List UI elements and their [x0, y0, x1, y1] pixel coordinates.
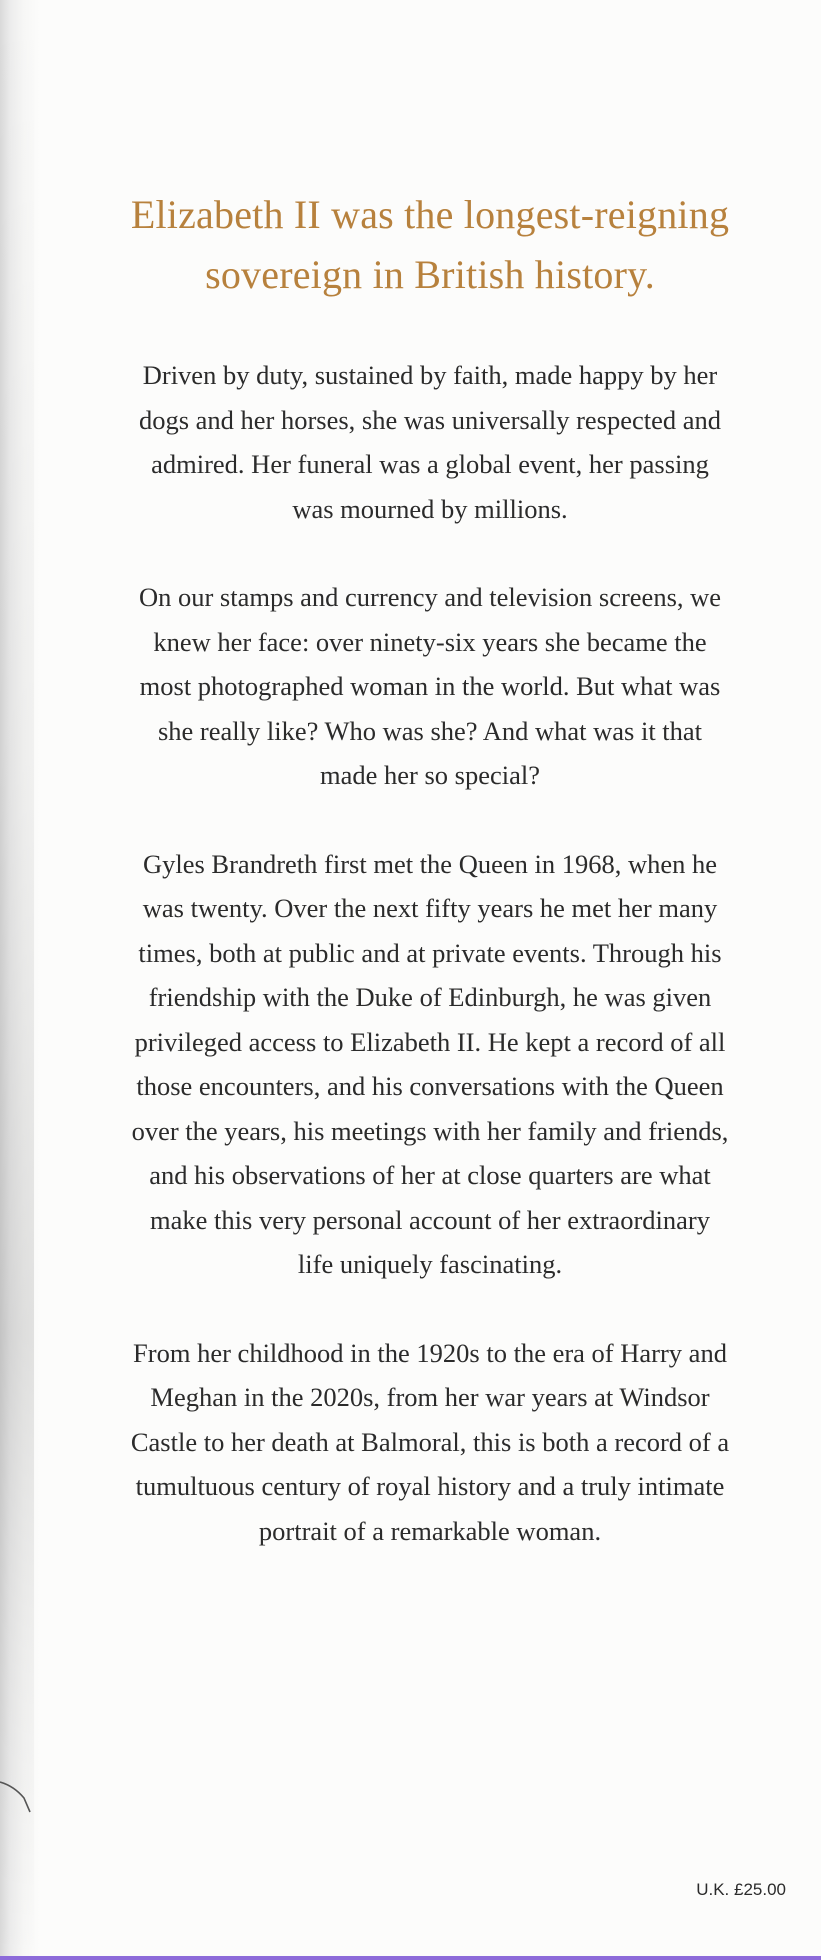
blurb-paragraph-2: On our stamps and currency and television screens, we knew her face: over ninety-six years she became the most photographed woman in the world. But what was she really like? Who was she? And what was it that made her so special?: [138, 582, 722, 790]
price-label: U.K. £25.00: [696, 1880, 786, 1899]
blurb-content: [130, 185, 730, 1597]
blurb-paragraph-1: Driven by duty, sustained by faith, made happy by her dogs and her horses, she was universally respected and admired. Her funeral was a global event, her passing was mourned by millions.: [138, 360, 722, 524]
headline: Elizabeth II was the longest-reigning sovereign in British history.: [130, 192, 730, 297]
bottom-edge-line: [0, 1956, 821, 1960]
page-crease-mark: [0, 1770, 34, 1820]
blurb-paragraph-3: Gyles Brandreth first met the Queen in 1968, when he was twenty. Over the next fifty years he met her many times, both at public and at private events. Through his friendship with the Duke of Edinburgh, he was given privileged access to Elizabeth II. He kept a record of all those encounters, and his conversations with the Queen over the years, his meetings with her family and friends, and his observations of her at close quarters are what make this very personal account of her extraordinary life uniquely fascinating.: [131, 848, 729, 1279]
blurb-paragraph-4: From her childhood in the 1920s to the era of Harry and Meghan in the 2020s, from her war years at Windsor Castle to her death at Balmoral, this is both a record of a tumultuous century of royal history and a truly intimate portrait of a remarkable woman.: [130, 1337, 730, 1546]
spine-shadow: [0, 0, 34, 1960]
